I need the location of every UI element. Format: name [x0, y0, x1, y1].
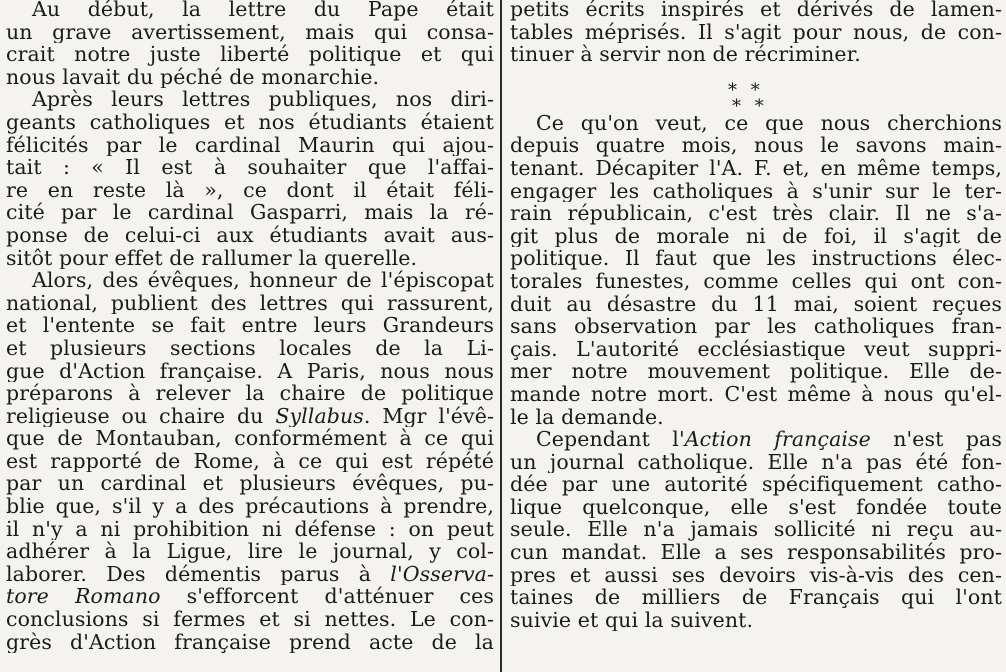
separator-stars-top: * * [728, 79, 764, 101]
separator-stars-bottom: * * [732, 95, 768, 117]
text-line: gue d'Action française. A Paris, nous nous [6, 359, 494, 383]
text-line: et plusieurs sections locales de la Li- [6, 336, 494, 360]
text-line: duit au désastre du 11 mai, soient reçues [510, 292, 1002, 316]
text-line: lique quelconque, elle s'est fondée toute [510, 495, 1002, 519]
text-line: pres et aussi ses devoirs vis-à-vis des cen- [510, 563, 1002, 587]
text-line: çais. L'autorité ecclésiastique veut suppri- [510, 337, 1002, 361]
text-line: Ce qu'on veut, ce que nous cherchions [536, 111, 1002, 135]
text-line: sitôt pour effet de rallumer la querelle. [6, 246, 418, 270]
text-line: blie que, s'il y a des précautions à prendre, [6, 495, 494, 518]
text-line: est rapporté de Rome, à ce qui est répété [6, 449, 494, 473]
text-line: mer notre mouvement politique. Elle de- [510, 360, 1002, 383]
text-line: national, publient des lettres qui rassurent, [6, 291, 494, 315]
text-line: sans observation par les catholiques fran- [510, 315, 1002, 338]
text-line [6, 405, 494, 428]
text-line: torales funestes, comme celles qui ont con- [510, 269, 1002, 293]
text-line: tenant. Décapiter l'A. F. et, en même temps, [510, 156, 1002, 180]
text-run: s'efforcent d'atténuer ces [160, 585, 494, 609]
text-line [6, 585, 494, 608]
italic-run: l'Osserva- [390, 562, 494, 586]
text-line: que de Montauban, conformément à ce qui [6, 427, 494, 450]
text-line: préparons à relever la chaire de politique [6, 382, 494, 405]
section-separator [510, 66, 1002, 117]
text-line [6, 563, 494, 586]
right-column [510, 0, 1002, 672]
text-line: seule. Elle n'a jamais sollicité ni reçu au- [510, 518, 1002, 542]
text-line: adhérer à la Ligue, lire le journal, y col- [6, 540, 494, 563]
italic-run: Action française [684, 428, 871, 451]
text-run: Cependant l' [536, 428, 685, 451]
text-line: conclusions si fermes et si nettes. Le con- [6, 608, 494, 631]
text-line: cun mandat. Elle a ses responsabilités pro- [510, 541, 1002, 564]
text-line: taines de milliers de Français qui l'ont [510, 586, 1002, 609]
text-line: petits écrits inspirés et dérivés de lamen- [510, 0, 1002, 21]
text-line: mande notre mort. C'est même à nous qu'el- [510, 382, 1002, 406]
text-line: geants catholiques et nos étudiants étaient [6, 110, 494, 134]
text-line: Après leurs lettres publiques, nos diri- [32, 88, 494, 111]
text-line: un journal catholique. Elle n'a pas été fon- [510, 450, 1002, 474]
text-line: rain républicain, c'est très clair. Il ne s'a- [510, 202, 1002, 225]
right-column-top-paragraph [510, 0, 1002, 66]
text-line: le la demande. [510, 405, 664, 429]
text-line: tables méprisés. Il s'agit pour nous, de con- [510, 20, 1002, 44]
text-line: il n'y a ni prohibition ni défense : on peut [6, 517, 494, 541]
text-line: git plus de morale ni de foi, il s'agit de [510, 224, 1002, 248]
text-line: engager les catholiques à s'unir sur le ter- [510, 179, 1002, 203]
text-line: tait : « Il est à souhaiter que l'affai- [6, 156, 494, 179]
text-line: dée par une autorité spécifiquement catho- [510, 473, 1002, 496]
text-run: . Mgr l'évê- [363, 404, 494, 428]
left-column [6, 0, 494, 672]
text-line: nous lavait du péché de monarchie. [6, 65, 380, 89]
text-line: Alors, des évêques, honneur de l'épiscopat [32, 269, 494, 292]
text-line: et l'entente se fait entre leurs Grandeurs [6, 314, 494, 337]
text-run: religieuse ou chaire du [6, 404, 276, 428]
text-line: grès d'Action française prend acte de la [6, 630, 494, 654]
text-run: n'est pas [870, 428, 1002, 451]
text-line: un grave avertissement, mais qui consa- [6, 20, 494, 44]
right-column-bottom-paragraphs [510, 112, 1002, 632]
text-line: Au début, la lettre du Pape était [32, 0, 494, 21]
text-line: suivie et qui la suivent. [510, 608, 754, 632]
text-line: politique. Il faut que les instructions élec- [510, 247, 1002, 270]
text-line [510, 428, 1002, 451]
text-line: ponse de celui-ci aux étudiants avait aus- [6, 223, 494, 247]
text-line: re en reste là », ce dont il était féli- [6, 178, 494, 202]
column-rule [500, 0, 502, 672]
text-line: depuis quatre mois, nous le savons main- [510, 134, 1002, 157]
text-run: laborer. Des démentis parus à [6, 562, 391, 586]
text-line: félicités par le cardinal Maurin qui ajou- [6, 133, 494, 157]
italic-run: Syllabus [275, 404, 364, 428]
text-line: par un cardinal et plusieurs évêques, pu- [6, 472, 494, 496]
text-line: tinuer à servir non de récriminer. [510, 43, 861, 66]
text-line: crait notre juste liberté politique et qui [6, 43, 494, 66]
italic-run: tore Romano [6, 585, 161, 609]
text-line: cité par le cardinal Gasparri, mais la ré- [6, 201, 494, 224]
